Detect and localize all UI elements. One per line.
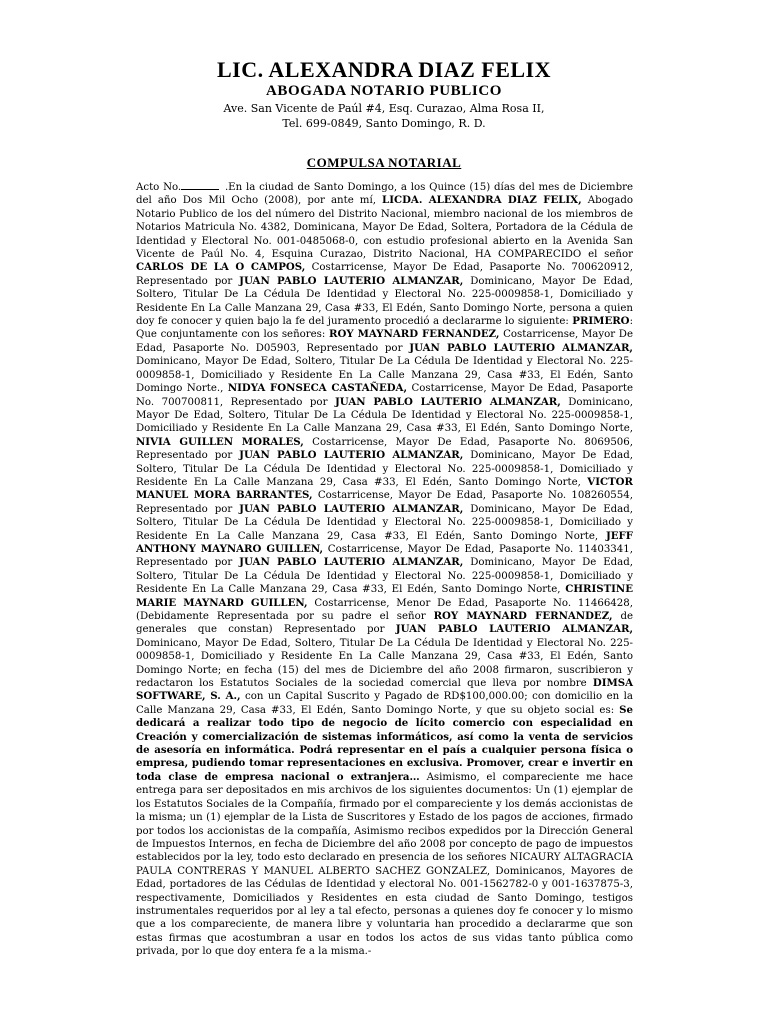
body-text: Costarricense, Menor De Edad, Pasaporte No. 11466428, (Debidamente Representada por su padre el señor — [136, 597, 633, 622]
body-text: Dominicano, Mayor De Edad, Soltero, Titular De La Cédula De Identidad y Electoral No. 225-0009858-1, Domiciliado y Residente En La Calle Manzana 29, Casa #33, El Edén, Santo Domingo Norte, — [136, 450, 633, 488]
body-text: Costarricense, Mayor De Edad, Pasaporte No. 700700811, Representado por — [136, 383, 633, 408]
notary-name: LIC. ALEXANDRA DIAZ FELIX — [216, 57, 551, 82]
notary-title: ABOGADA NOTARIO PUBLICO — [265, 83, 503, 99]
bold-name: JUAN PABLO LAUTERIO ALMANZAR, — [239, 556, 464, 569]
body-paragraph — [136, 180, 633, 959]
document-title: COMPULSA NOTARIAL — [306, 155, 462, 170]
bold-name: JUAN PABLO LAUTERIO ALMANZAR, — [239, 449, 464, 462]
body-text: Dominicano, Mayor De Edad, Soltero, Titular De La Cédula De Identidad y Electoral No. 225-0009858-1, Domiciliado y Residente En La Calle Manzana 29, Casa #33, El Edén, Santo Domingo Norte, — [136, 396, 633, 435]
body-text: .En la ciudad de Santo Domingo, a los Quince (15) días del mes de Diciembre del año Dos Mil Ocho (2008), por ante mí, — [136, 182, 633, 207]
bold-name: PRIMERO — [572, 315, 630, 328]
bold-name: JUAN PABLO LAUTERIO ALMANZAR, — [239, 502, 464, 515]
address-line-2: Tel. 699-0849, Santo Domingo, R. D. — [282, 117, 486, 130]
body-text: Costarricense, Mayor De Edad, Pasaporte No. 700620912, Representado por — [136, 262, 633, 287]
bold-name: DIMSA SOFTWARE, S. A., — [136, 677, 633, 703]
act-number-blank — [181, 180, 219, 190]
bold-name: JUAN PABLO LAUTERIO ALMANZAR, — [334, 395, 561, 408]
body-text: Costarricense, Mayor De Edad, Pasaporte No. 8069506, Representado por — [136, 436, 633, 462]
body-text: Acto No. — [136, 182, 182, 193]
letterhead — [0, 0, 768, 131]
address-line-1: Ave. San Vicente de Paúl #4, Esq. Curazao, Alma Rosa II, — [223, 102, 545, 115]
bold-name: JUAN PABLO LAUTERIO ALMANZAR, — [409, 341, 633, 354]
bold-name: ROY MAYNARD FERNANDEZ, — [433, 610, 613, 622]
document-body — [136, 180, 633, 959]
body-text: Dominicano, Mayor De Edad, Soltero, Titular De La Cédula De Identidad y Electoral No. 225-0009858-1, Domiciliado y Residente En La Calle Manzana 29, Casa #33, El Edén, Santo Domingo Norte; en fecha (15) del mes de Diciembre del año 2008 firmaron, suscribieron y redactaron los Estatutos Sociales de la sociedad comercial que lleva por nombre — [136, 637, 633, 690]
bold-name: LICDA. ALEXANDRA DIAZ FELIX, — [382, 194, 582, 207]
body-text: Costarricense, Mayor De Edad, Pasaporte No. D05903, Representado por — [136, 329, 633, 354]
body-text: Costarricense, Mayor De Edad, Pasaporte No. 11403341, Representado por — [136, 543, 633, 569]
body-text: Asimismo, el compareciente me hace entrega para ser depositados en mis archivos de los siguientes documentos: Un (1) ejemplar de los Estatutos Sociales de la Compañía, firmado por el compareciente y los demás accionistas de la misma; un (1) ejemplar de la Lista de Suscritores y Estado de los pagos de acciones, firmado por todos los accionistas de la compañía, Asimismo recibos expedidos por la Dirección General de Impuestos Internos, en fecha de Diciembre del año 2008 por concepto de pago de impuestos establecidos por la ley, todo esto declarado en presencia de los señores NICAURY ALTAGRACIA PAULA CONTRERAS Y MANUEL ALBERTO SACHEZ GONZALEZ, Dominicanos, Mayores de Edad, portadores de las Cédulas de Identidad y electoral No. 001-1562782-0 y 001-1637875-3, respectivamente, Domiciliados y Residentes en esta ciudad de Santo Domingo, testigos instrumentales requeridos por al ley a tal efecto, personas a quienes doy fe conocer y lo mismo que a los compareciente, de manera libre y voluntaria han procedido a declararme que son estas firmas que acostumbran a usar en todos los actos de sus vidas tanto pública como privada, por lo que doy entera fe a la misma.- — [136, 771, 633, 958]
bold-name: JUAN PABLO LAUTERIO ALMANZAR, — [239, 274, 464, 287]
body-text: con un Capital Suscrito y Pagado de RD$100,000.00; con domicilio en la Calle Manzana 29, Casa #33, El Edén, Santo Domingo Norte, y que su objeto social es: — [136, 691, 633, 716]
bold-name: JEFF ANTHONY MAYNARO GUILLEN, — [136, 529, 633, 555]
bold-name: JUAN PABLO LAUTERIO ALMANZAR, — [395, 623, 633, 636]
bold-name: NIDYA FONSECA CASTAÑEDA, — [227, 382, 407, 395]
body-text: : Que conjuntamente con los señores: — [136, 316, 633, 341]
body-text: Dominicano, Mayor De Edad, Soltero, Titular De La Cédula De Identidad y Electoral No. 225-0009858-1, Domiciliado y Residente En La Calle Manzana 29, Casa #33, El Edén, Santo Domingo Norte, persona a quien doy fe conocer y quien bajo la fe del juramento procedió a declararme lo siguiente: — [136, 275, 633, 328]
body-text: Dominicano, Mayor De Edad, Soltero, Titular De La Cédula De Identidad y Electoral No. 225-0009858-1, Domiciliado y Residente En La Calle Manzana 29, Casa #33, El Edén, Santo Domingo Norte., — [136, 356, 633, 395]
bold-name: CARLOS DE LA O CAMPOS, — [136, 261, 306, 274]
body-text: Costarricense, Mayor De Edad, Pasaporte No. 108260554, Representado por — [136, 490, 633, 515]
social-object-bold: Se dedicará a realizar todo tipo de negocio de lícito comercio con especialidad en Creación y comercialización de sistemas informáticos, así como la venta de servicios de asesoría en informática. Podrá representar en el país a cualquier persona física o empresa, pudiendo tomar representaciones en exclusiva. Promover, crear e invertir en toda clase de empresa nacional o extranjera… — [136, 703, 633, 783]
body-text: Abogado Notario Publico de los del número del Distrito Nacional, miembro nacional de los miembros de Notarios Matricula No. 4382, Dominicana, Mayor De Edad, Soltera, Portadora de la Cédula de Identidad y Electoral No. 001-0485068-0, con estudio profesional abierto en la Avenida San Vicente de Paúl No. 4, Esquina Curazao, Distrito Nacional, HA COMPARECIDO el señor — [136, 195, 633, 261]
bold-name: ROY MAYNARD FERNANDEZ, — [329, 328, 500, 341]
body-text: Dominicano, Mayor De Edad, Soltero, Titular De La Cédula De Identidad y Electoral No. 225-0009858-1, Domiciliado y Residente En La Calle Manzana 29, Casa #33, El Edén, Santo Domingo Norte, — [136, 503, 633, 542]
body-text: Dominicano, Mayor De Edad, Soltero, Titular De La Cédula De Identidad y Electoral No. 225-0009858-1, Domiciliado y Residente En La Calle Manzana 29, Casa #33, El Edén, Santo Domingo Norte, — [136, 557, 633, 596]
bold-name: VICTOR MANUEL MORA BARRANTES, — [136, 475, 633, 502]
bold-name: CHRISTINE MARIE MAYNARD GUILLEN, — [136, 583, 633, 609]
body-text: de generales que constan) Representado por — [136, 611, 633, 636]
bold-name: NIVIA GUILLEN MORALES, — [136, 435, 304, 448]
